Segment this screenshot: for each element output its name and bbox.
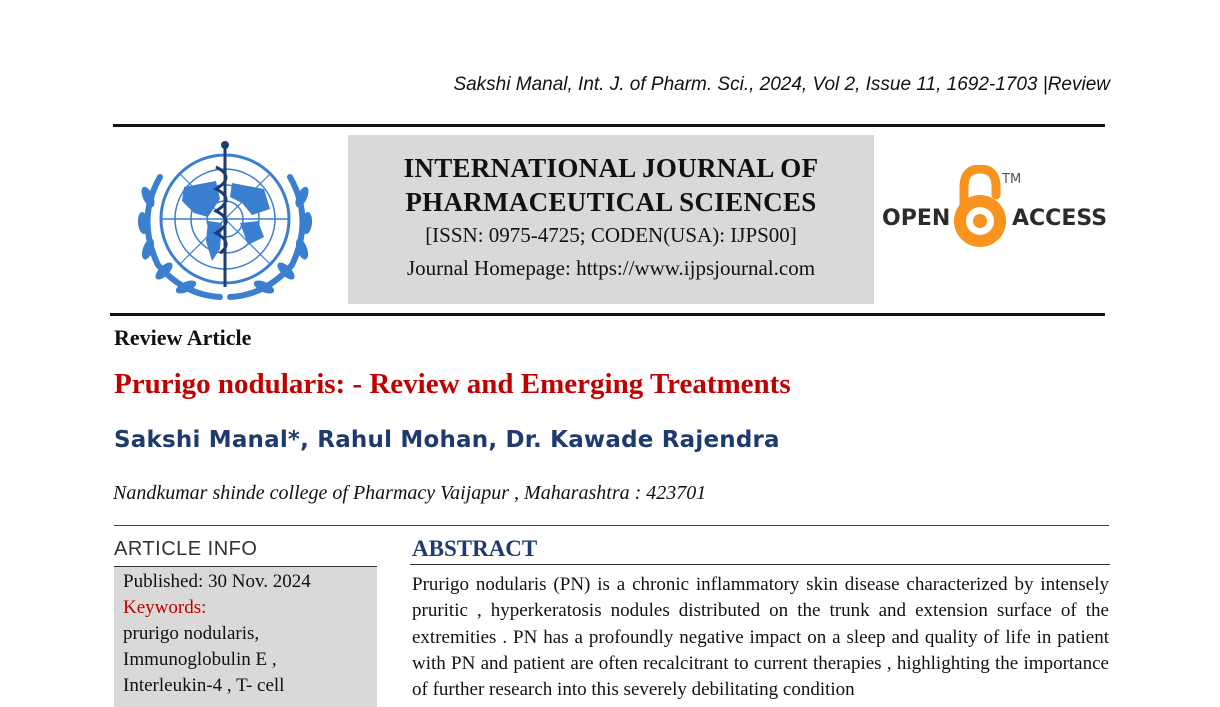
- journal-emblem-logo: [124, 137, 326, 307]
- journal-title-line2: PHARMACEUTICAL SCIENCES: [405, 187, 817, 217]
- citation-header: Sakshi Manal, Int. J. of Pharm. Sci., 2024, Vol 2, Issue 11, 1692-1703 |Review: [453, 74, 1110, 95]
- author-affiliation: Nandkumar shinde college of Pharmacy Vaijapur , Maharashtra : 423701: [113, 482, 707, 504]
- published-date: Published: 30 Nov. 2024: [123, 571, 311, 592]
- open-access-open-text: OPEN: [882, 206, 951, 231]
- journal-title-box: [348, 135, 874, 304]
- keyword-item: Interleukin-4 , T- cell: [123, 675, 285, 696]
- header-top-rule: [113, 124, 1105, 127]
- article-title: Prurigo nodularis: - Review and Emerging Treatments: [114, 368, 791, 400]
- article-info-heading: ARTICLE INFO: [114, 538, 258, 560]
- trademark-mark: TM: [1002, 172, 1022, 187]
- section-divider: [114, 525, 1109, 526]
- journal-issn: [ISSN: 0975-4725; CODEN(USA): IJPS00]: [425, 223, 797, 247]
- header-bottom-rule: [110, 313, 1105, 316]
- abstract-body: Prurigo nodularis (PN) is a chronic inflammatory skin disease characterized by intensely pruritic , hyperkeratosis nodules distributed on the trunk and extension surface of the extremities . PN has a profoundly negative impact on a sleep and quality of life in patient with PN and patient are often recalcitrant to current therapies , highlighting the importance of further research into this severely debilitating condition: [412, 574, 1109, 701]
- journal-homepage-link[interactable]: Journal Homepage: https://www.ijpsjournal.com: [406, 256, 816, 280]
- article-info-box: [114, 566, 377, 707]
- open-access-logo: [880, 165, 1112, 257]
- keyword-item: prurigo nodularis,: [123, 623, 260, 644]
- keywords-label: Keywords:: [123, 597, 207, 618]
- keyword-item: Immunoglobulin E ,: [123, 649, 277, 670]
- article-type-label: Review Article: [114, 325, 252, 350]
- open-access-access-text: ACCESS: [1012, 206, 1108, 231]
- abstract-heading: ABSTRACT: [412, 536, 538, 561]
- abstract-heading-rule: [410, 564, 1110, 565]
- journal-title-line1: INTERNATIONAL JOURNAL OF: [403, 153, 819, 183]
- author-list: Sakshi Manal*, Rahul Mohan, Dr. Kawade Rajendra: [114, 427, 780, 453]
